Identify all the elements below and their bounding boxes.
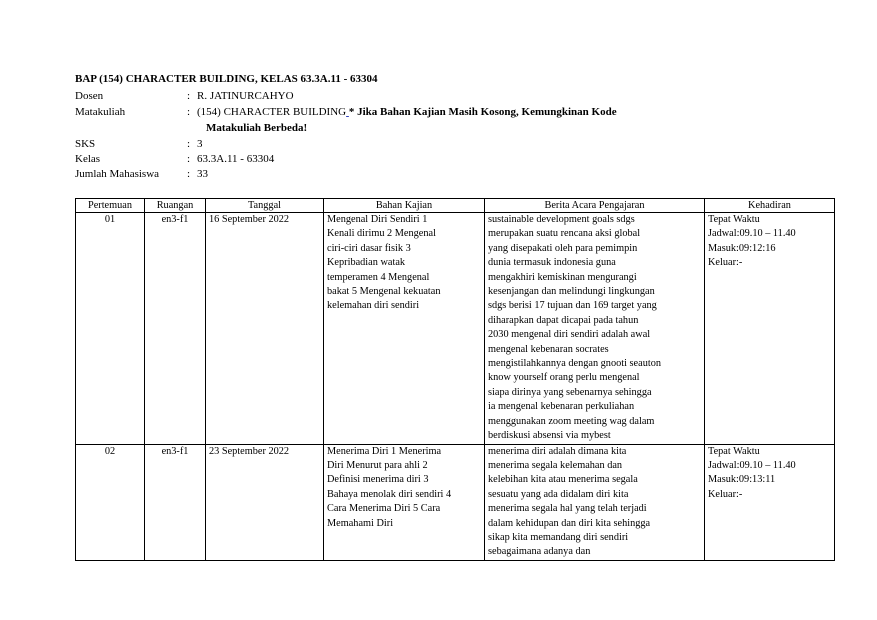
cell-kehadiran: [705, 444, 835, 560]
text-line: menerima diri adalah dimana kita: [488, 445, 627, 457]
sks-value: 3: [197, 138, 203, 150]
text-line: kelebihan kita atau menerima segala: [488, 474, 638, 486]
cell-tanggal: 23 September 2022: [206, 444, 324, 560]
text-line: Mengenal Diri Sendiri 1: [327, 214, 428, 225]
header-bahan-kajian: Bahan Kajian: [324, 199, 485, 213]
text-line: Keluar:-: [708, 257, 743, 269]
cell-ruangan: en3-f1: [145, 444, 206, 560]
text-line: temperamen 4 Mengenal: [327, 271, 430, 283]
text-line: Bahaya menolak diri sendiri 4: [327, 488, 452, 500]
text-line: kelemahan diri sendiri: [327, 300, 420, 312]
text-line: Masuk:09:12:16: [708, 242, 776, 254]
text-line: diharapkan dapat dicapai pada tahun: [488, 314, 639, 326]
text-line: ia mengenal kebenaran perkuliahan: [488, 401, 635, 413]
dosen-value: R. JATINURCAHYO: [197, 90, 294, 102]
cell-kehadiran: [705, 213, 835, 445]
text-line: sikap kita memandang diri sendiri: [488, 531, 629, 543]
matakuliah-label: Matakuliah: [75, 106, 126, 118]
text-line: menerima segala hal yang telah terjadi: [488, 503, 647, 515]
header-pertemuan: Pertemuan: [76, 199, 145, 213]
cell-bahan-kajian: [324, 444, 485, 560]
text-line: kesenjangan dan melindungi lingkungan: [488, 286, 655, 298]
text-line: ciri-ciri dasar fisik 3: [327, 242, 411, 254]
jumlah-label: Jumlah Mahasiswa: [75, 168, 160, 180]
text-line: mengistilahkannya dengan gnooti seauton: [488, 358, 662, 370]
matakuliah-value: (154) CHARACTER BUILDING: [197, 106, 347, 118]
kelas-label: Kelas: [75, 153, 101, 165]
text-line: Kenali dirimu 2 Mengenal: [327, 228, 436, 240]
text-line: dalam kehidupan dan diri kita sehingga: [488, 517, 651, 529]
table-header-row: [76, 199, 835, 213]
jumlah-value: 33: [197, 168, 208, 180]
text-line: menerima segala kelemahan dan: [488, 459, 623, 471]
text-line: Definisi menerima diri 3: [327, 474, 429, 486]
colon: :: [187, 153, 191, 165]
colon: :: [187, 90, 191, 102]
table-row: [76, 444, 835, 560]
cell-berita-acara: [485, 213, 705, 445]
text-line: sebagaimana adanya dan: [488, 546, 591, 558]
text-line: dunia termasuk indonesia guna: [488, 257, 616, 269]
text-line: know yourself orang perlu mengenal: [488, 372, 640, 384]
colon: :: [187, 168, 191, 180]
cell-pertemuan: 02: [76, 444, 145, 560]
kelas-value: 63.3A.11 - 63304: [197, 153, 275, 165]
colon: :: [187, 106, 191, 118]
text-line: siapa dirinya yang sebenarnya sehingga: [488, 386, 652, 398]
text-line: sesuatu yang ada didalam diri kita: [488, 488, 629, 500]
cell-ruangan: en3-f1: [145, 213, 206, 445]
text-line: mengakhiri kemiskinan mengurangi: [488, 271, 637, 283]
text-line: Tepat Waktu: [708, 214, 760, 225]
text-line: merupakan suatu rencana aksi global: [488, 228, 641, 240]
text-line: yang disepakati oleh para pemimpin: [488, 242, 638, 254]
text-line: Keluar:-: [708, 488, 743, 500]
sks-label: SKS: [75, 138, 96, 150]
text-line: mengenal kebenaran socrates: [488, 343, 609, 355]
text-line: Masuk:09:13:11: [708, 474, 776, 486]
header-berita-acara: Berita Acara Pengajaran: [485, 199, 705, 213]
text-line: bakat 5 Mengenal kekuatan: [327, 286, 441, 298]
bap-table: [75, 198, 835, 561]
text-line: sustainable development goals sdgs: [488, 214, 635, 225]
text-line: Memahami Diri: [327, 517, 394, 529]
header-kehadiran: Kehadiran: [705, 199, 835, 213]
text-line: Diri Menurut para ahli 2: [327, 459, 428, 471]
text-line: menggunakan zoom meeting wag dalam: [488, 415, 655, 427]
text-line: 2030 mengenal diri sendiri adalah awal: [488, 329, 651, 341]
colon: :: [187, 138, 191, 150]
dosen-label: Dosen: [75, 90, 104, 102]
text-line: berdiskusi absensi via mybest: [488, 430, 611, 442]
text-line: Menerima Diri 1 Menerima: [327, 445, 442, 457]
text-line: sdgs berisi 17 tujuan dan 169 target yang: [488, 300, 657, 312]
cell-tanggal: 16 September 2022: [206, 213, 324, 445]
matakuliah-note-line1: * Jika Bahan Kajian Masih Kosong, Kemungkinan Kode: [348, 106, 617, 118]
text-line: Tepat Waktu: [708, 445, 760, 457]
matakuliah-note-line2: Matakuliah Berbeda!: [206, 122, 308, 134]
cell-berita-acara: [485, 444, 705, 560]
header-tanggal: Tanggal: [206, 199, 324, 213]
table-row: [76, 213, 835, 445]
text-line: Kepribadian watak: [327, 257, 406, 269]
text-line: Cara Menerima Diri 5 Cara: [327, 503, 441, 515]
header-ruangan: Ruangan: [145, 199, 206, 213]
document-title: BAP (154) CHARACTER BUILDING, KELAS 63.3A.11 - 63304: [75, 73, 378, 85]
text-line: Jadwal:09.10 – 11.40: [708, 228, 796, 240]
matakuliah-value-line: [197, 105, 617, 120]
cell-bahan-kajian: [324, 213, 485, 445]
cell-pertemuan: 01: [76, 213, 145, 445]
text-line: Jadwal:09.10 – 11.40: [708, 459, 796, 471]
